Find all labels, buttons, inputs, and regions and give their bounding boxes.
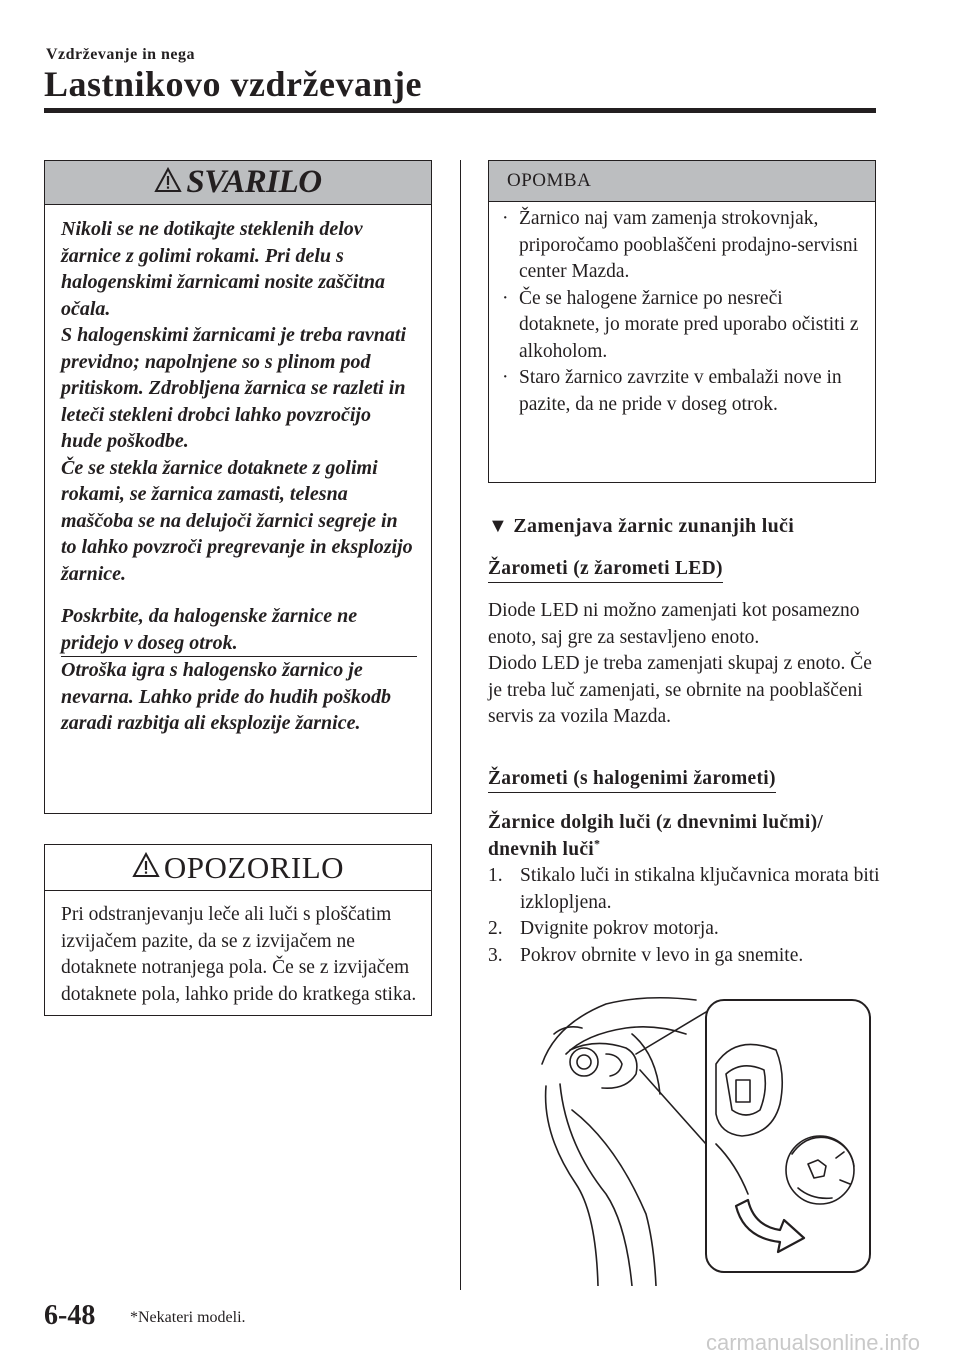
warning-paragraph: Če se stekla žarnice dotaknete z golimi rokami, se žarnica zamasti, telesna maščoba se na delujoči žarnici segreje in to lahko povzroči pregrevanje in eksplozijo žarnice. [61, 456, 413, 585]
running-header: Vzdrževanje in nega [46, 46, 196, 63]
warning-paragraph: S halogenskimi žarnicami je treba ravnati previdno; napolnjene so s plinom pod pritiskom. Zdrobljena žarnica se razleti in leteči stekleni drobci lahko povzročijo hude poškodbe. [61, 324, 407, 452]
page-number: 6-48 [44, 1300, 96, 1331]
step-item: 3. Pokrov obrnite v levo in ga snemite. [488, 944, 804, 966]
steps-list [488, 863, 880, 969]
note-title: OPOMBA [489, 161, 875, 202]
footnote: *Nekateri modeli. [130, 1309, 246, 1326]
note-item: · Če se halogene žarnice po nesreči dotaknete, jo morate pred uporabo očistiti z alkoholom. [502, 287, 859, 362]
warning-body [45, 205, 431, 737]
header-rule [44, 108, 876, 113]
warning-header [45, 161, 431, 205]
page-title: Lastnikovo vzdrževanje [44, 64, 422, 104]
note-list [489, 202, 875, 418]
bullet: · [502, 287, 509, 309]
caution-box [44, 844, 432, 1016]
warning-paragraph: Nikoli se ne dotikajte steklenih delov žarnice z golimi rokami. Pri delu s halogenskimi žarnicami nosite zaščitna očala. [61, 218, 385, 320]
subheading-halogen: Žarometi (s halogenimi žarometi) [488, 768, 776, 793]
caution-body: Pri odstranjevanju leče ali luči s ploščatim izvijačem pazite, da se z izvijačem ne dotaknete notranjega pola. Če se z izvijačem dotaknete pola, lahko pride do kratkega stika. [61, 904, 417, 1005]
warning-title: SVARILO [186, 164, 322, 200]
note-item: · Žarnico naj vam zamenja strokovnjak, priporočamo pooblaščeni prodajno-servisni center Mazda. [502, 208, 858, 282]
step-item: 1. Stikalo luči in stikalna ključavnica morata biti izklopljena. [488, 865, 880, 913]
caution-title: OPOZORILO [163, 849, 345, 885]
warning-paragraph: Otroška igra s halogensko žarnico je nevarna. Lahko pride do hudih poškodb zaradi razbitja ali eksplozije žarnice. [61, 659, 392, 734]
led-paragraph: Diode LED ni možno zamenjati kot posamezno enoto, saj gre za sestavljeno enoto. Diodo LED je treba zamenjati skupaj z enoto. Če je treba luč zamenjati, se obrnite na pooblaščeni servis za vozila Mazda. [488, 600, 872, 727]
warning-box [44, 160, 432, 814]
column-divider [460, 160, 461, 1290]
watermark: carmanualsonline.info [706, 1330, 921, 1355]
triangle-marker-icon: ▼ [488, 515, 509, 537]
warning-triangle-icon [154, 167, 182, 198]
subheading-led: Žarometi (z žarometi LED) [488, 558, 723, 583]
step-item: 2. Dvignite pokrov motorja. [488, 918, 719, 939]
warning-triangle-icon [132, 852, 160, 883]
note-box [488, 160, 876, 483]
headlamp-cover-illustration [536, 994, 876, 1286]
footnote-mark: * [594, 836, 601, 850]
bullet: · [502, 367, 509, 388]
note-item: · Staro žarnico zavrzite v embalaži nove in pazite, da ne pride v doseg otrok. [502, 367, 842, 415]
warning-underlined: Poskrbite, da halogenske žarnice ne pridejo v doseg otrok. [61, 603, 417, 657]
subheading-bulbs: Žarnice dolgih luči (z dnevnimi lučmi)/ dnevnih luči* [488, 812, 824, 860]
section-heading: ▼ Zamenjava žarnic zunanjih luči [488, 515, 795, 537]
caution-header [45, 845, 431, 891]
bullet: · [502, 208, 509, 229]
